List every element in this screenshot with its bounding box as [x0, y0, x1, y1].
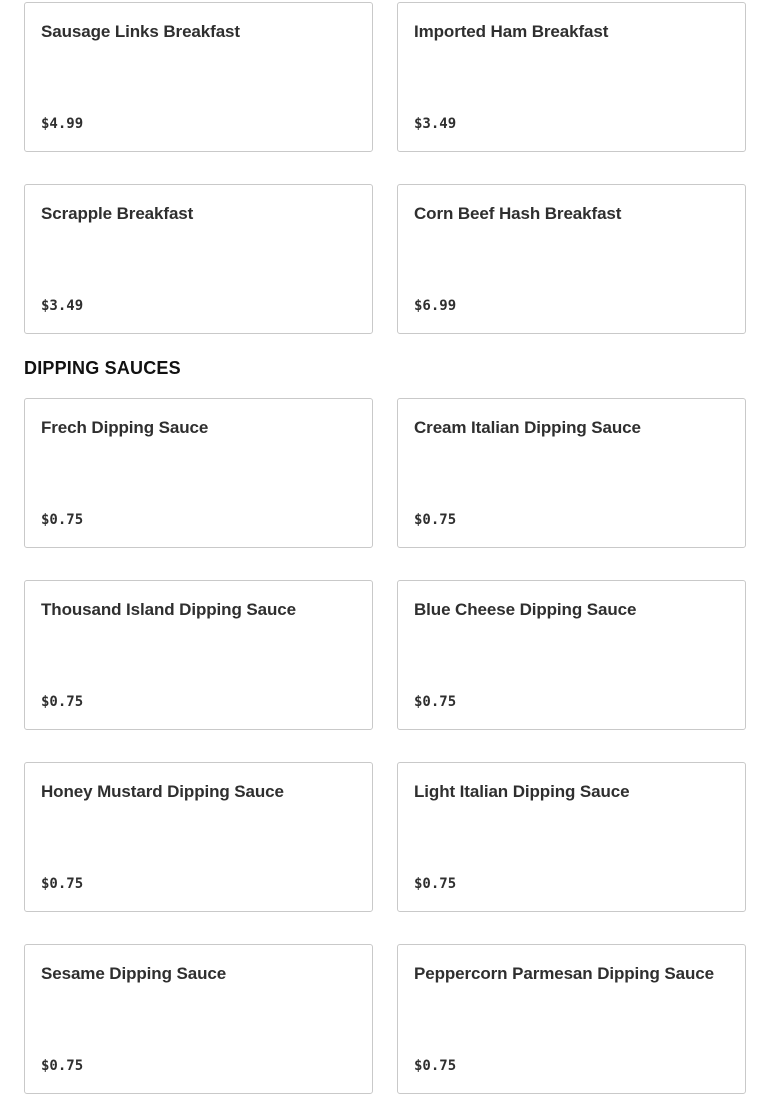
menu-item-card[interactable]	[397, 762, 746, 912]
menu-item-card[interactable]	[397, 580, 746, 730]
menu-item-name: Sesame Dipping Sauce	[41, 964, 227, 983]
menu-item-card[interactable]	[397, 2, 746, 152]
menu-item-name: Light Italian Dipping Sauce	[414, 782, 630, 801]
menu-item-price: $3.49	[41, 298, 84, 314]
menu-item-price: $0.75	[41, 1058, 84, 1074]
menu-item-price: $0.75	[414, 876, 457, 892]
breakfast-items-grid	[24, 2, 746, 334]
menu-item-name: Scrapple Breakfast	[41, 204, 194, 223]
menu-item-name: Imported Ham Breakfast	[414, 22, 609, 41]
menu-item-price: $0.75	[41, 512, 84, 528]
menu-item-price: $0.75	[414, 694, 457, 710]
menu-item-card[interactable]	[24, 2, 373, 152]
menu-item-card[interactable]	[397, 944, 746, 1094]
menu-item-price: $0.75	[41, 876, 84, 892]
menu-item-price: $0.75	[414, 1058, 457, 1074]
menu-item-name: Frech Dipping Sauce	[41, 418, 209, 437]
menu-item-price: $3.49	[414, 116, 457, 132]
menu-item-card[interactable]	[24, 580, 373, 730]
menu-item-card[interactable]	[397, 398, 746, 548]
menu-item-name: Sausage Links Breakfast	[41, 22, 240, 41]
menu-item-card[interactable]	[397, 184, 746, 334]
menu-item-price: $0.75	[41, 694, 84, 710]
menu-item-name: Honey Mustard Dipping Sauce	[41, 782, 284, 801]
menu-item-price: $0.75	[414, 512, 457, 528]
menu-item-card[interactable]	[24, 762, 373, 912]
menu-item-card[interactable]	[24, 944, 373, 1094]
menu-item-name: Corn Beef Hash Breakfast	[414, 204, 622, 223]
section-heading-dipping-sauces: DIPPING SAUCES	[24, 358, 181, 378]
dipping-sauces-grid	[24, 398, 746, 1094]
menu-item-name: Blue Cheese Dipping Sauce	[414, 600, 637, 619]
menu-item-name: Peppercorn Parmesan Dipping Sauce	[414, 964, 714, 983]
menu-item-price: $6.99	[414, 298, 457, 314]
menu-item-card[interactable]	[24, 398, 373, 548]
menu-item-card[interactable]	[24, 184, 373, 334]
menu-item-name: Cream Italian Dipping Sauce	[414, 418, 641, 437]
menu-item-price: $4.99	[41, 116, 84, 132]
menu-item-name: Thousand Island Dipping Sauce	[41, 600, 296, 619]
